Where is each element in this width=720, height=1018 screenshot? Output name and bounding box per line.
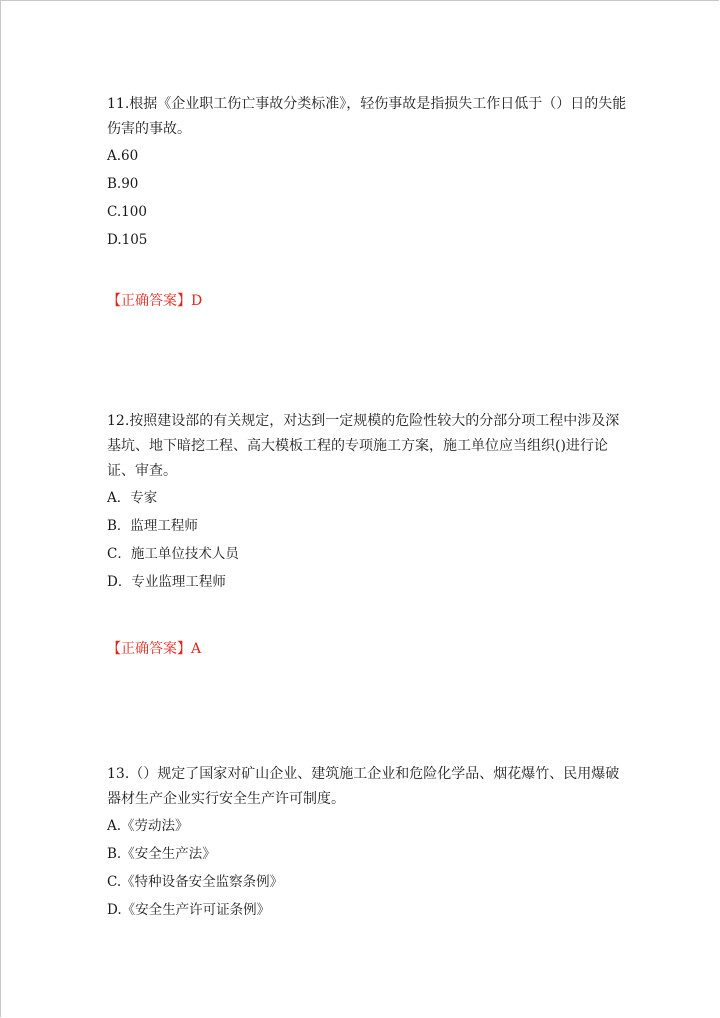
question-stem: 11.根据《企业职工伤亡事故分类标准》，轻伤事故是指损失工作日低于（）日的失能伤害的事故。 [107, 96, 627, 137]
option-d: D.《安全生产许可证条例》 [107, 902, 271, 918]
option-c: C.《特种设备安全监察条例》 [107, 874, 284, 890]
option-a: A.60 [107, 148, 139, 164]
question-stem: 12.按照建设部的有关规定，对达到一定规模的危险性较大的分部分项工程中涉及深基坑、地下暗挖工程、高大模板工程的专项施工方案，施工单位应当组织()进行论证、审查。 [107, 413, 620, 479]
option-d: D.105 [107, 232, 148, 248]
question-stem: 13.（）规定了国家对矿山企业、建筑施工企业和危险化学品、烟花爆竹、民用爆破器材生产企业实行安全生产许可制度。 [107, 766, 620, 807]
option-list [107, 812, 627, 924]
question-11 [107, 92, 627, 254]
correct-answer: 【正确答案】D [107, 293, 203, 309]
option-list [107, 142, 627, 254]
option-a: A.《劳动法》 [107, 818, 189, 834]
correct-answer: 【正确答案】A [107, 641, 202, 657]
question-13 [107, 762, 627, 924]
option-b: B.90 [107, 176, 139, 192]
option-c: C.100 [107, 204, 147, 220]
option-b: B．监理工程师 [107, 518, 198, 534]
option-b: B.《安全生产法》 [107, 846, 216, 862]
option-d: D．专业监理工程师 [107, 574, 226, 590]
option-a: A．专家 [107, 490, 158, 506]
question-12 [107, 409, 627, 596]
option-list [107, 484, 627, 596]
option-c: C．施工单位技术人员 [107, 546, 239, 562]
